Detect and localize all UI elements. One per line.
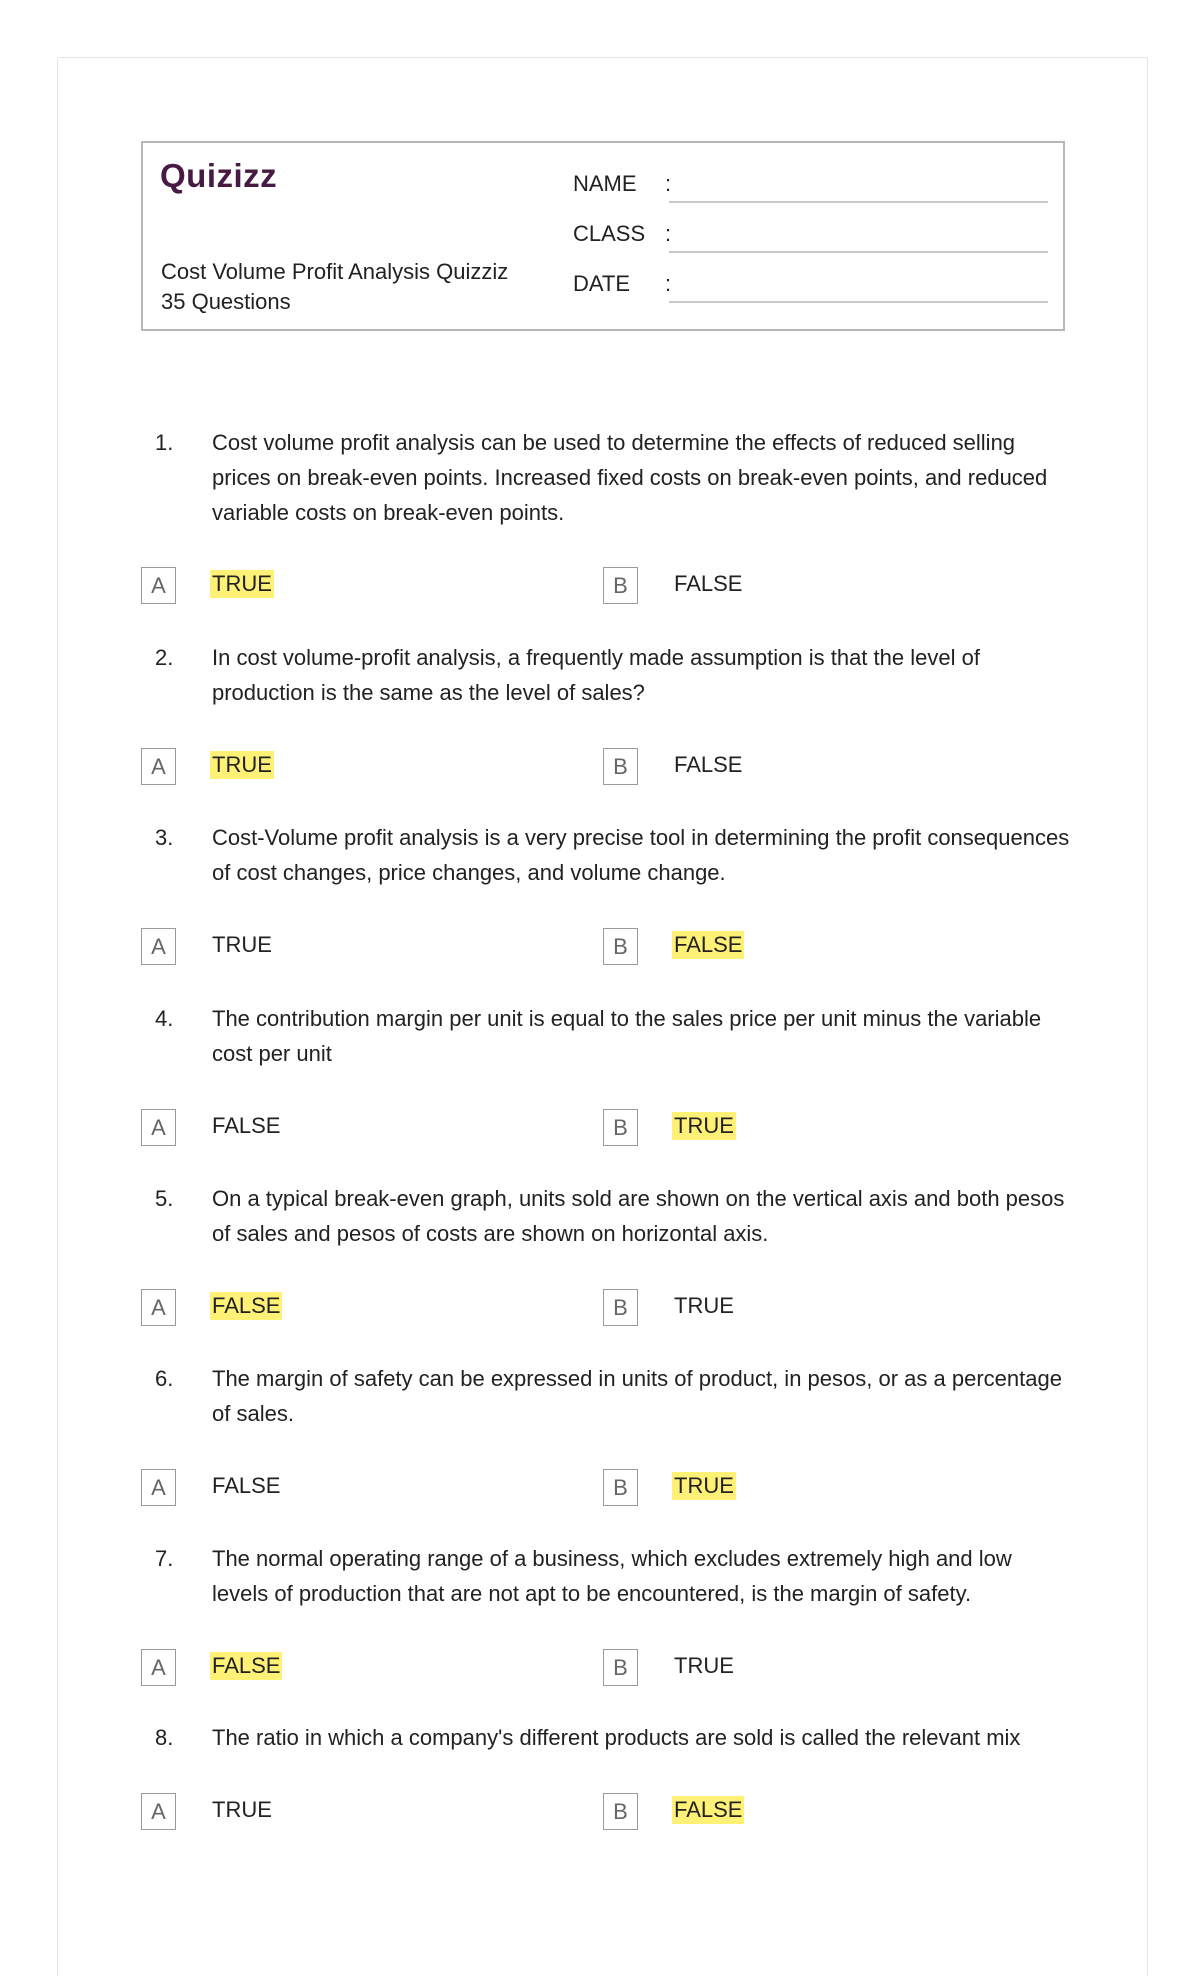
option-b-text[interactable]: FALSE — [674, 752, 743, 777]
question-number: 4. — [155, 1006, 174, 1031]
name-row — [573, 171, 671, 197]
name-field[interactable] — [669, 201, 1048, 203]
option-a-text[interactable]: TRUE — [212, 571, 272, 596]
option-a-box[interactable]: A — [141, 1469, 176, 1506]
option-b-text[interactable]: FALSE — [674, 932, 743, 957]
question-number: 1. — [155, 430, 174, 455]
question-number: 5. — [155, 1186, 174, 1211]
quiz-title: Cost Volume Profit Analysis Quizziz — [161, 259, 509, 284]
option-a-box[interactable]: A — [141, 1109, 176, 1146]
name-colon: : — [665, 171, 672, 196]
date-row — [573, 271, 671, 297]
option-a-box[interactable]: A — [141, 567, 176, 604]
question-count: 35 Questions — [161, 289, 291, 314]
class-row — [573, 221, 671, 247]
option-b-text[interactable]: FALSE — [674, 571, 743, 596]
name-label: NAME — [573, 171, 637, 196]
option-b-text[interactable]: TRUE — [674, 1653, 734, 1678]
question-text: On a typical break-even graph, units sold are shown on the vertical axis and both pesos of sales and pesos of costs are shown on horizontal axis. — [212, 1186, 1065, 1246]
option-a-text[interactable]: FALSE — [212, 1113, 281, 1138]
question-text: The normal operating range of a business, which excludes extremely high and low levels of production that are not apt to be encountered, is the margin of safety. — [212, 1546, 1012, 1606]
question-text: Cost-Volume profit analysis is a very precise tool in determining the profit consequences of cost changes, price changes, and volume change. — [212, 825, 1070, 885]
date-field[interactable] — [669, 301, 1048, 303]
worksheet-header — [141, 141, 1065, 331]
question-number: 8. — [155, 1725, 174, 1750]
class-colon: : — [665, 221, 672, 246]
option-a-box[interactable]: A — [141, 928, 176, 965]
date-colon: : — [665, 271, 672, 296]
option-b-text[interactable]: TRUE — [674, 1473, 734, 1498]
option-b-box[interactable]: B — [603, 1469, 638, 1506]
class-label: CLASS — [573, 221, 646, 246]
quizizz-logo: Quizizz — [160, 157, 278, 194]
question-text: The ratio in which a company's different products are sold is called the relevant mix — [212, 1725, 1021, 1750]
option-a-box[interactable]: A — [141, 1649, 176, 1686]
quiz-title-block — [161, 257, 508, 317]
option-b-box[interactable]: B — [603, 567, 638, 604]
question-number: 2. — [155, 645, 174, 670]
option-a-text[interactable]: TRUE — [212, 932, 272, 957]
option-b-box[interactable]: B — [603, 1793, 638, 1830]
option-b-text[interactable]: TRUE — [674, 1293, 734, 1318]
question-number: 7. — [155, 1546, 174, 1571]
option-b-box[interactable]: B — [603, 748, 638, 785]
question-text: The contribution margin per unit is equal to the sales price per unit minus the variable cost per unit — [212, 1006, 1042, 1066]
option-a-box[interactable]: A — [141, 748, 176, 785]
option-a-text[interactable]: TRUE — [212, 752, 272, 777]
option-a-box[interactable]: A — [141, 1289, 176, 1326]
date-label: DATE — [573, 271, 631, 296]
option-b-box[interactable]: B — [603, 928, 638, 965]
option-b-box[interactable]: B — [603, 1649, 638, 1686]
question-text: Cost volume profit analysis can be used to determine the effects of reduced selling prices on break-even points. Increased fixed costs on break-even points, and reduced variable costs on break-even points. — [212, 430, 1048, 525]
class-field[interactable] — [669, 251, 1048, 253]
question-number: 3. — [155, 825, 174, 850]
question-text: In cost volume-profit analysis, a frequently made assumption is that the level of production is the same as the level of sales? — [212, 645, 980, 705]
option-a-text[interactable]: FALSE — [212, 1473, 281, 1498]
option-a-text[interactable]: FALSE — [212, 1653, 281, 1678]
option-b-text[interactable]: TRUE — [674, 1113, 734, 1138]
question-text: The margin of safety can be expressed in units of product, in pesos, or as a percentage of sales. — [212, 1366, 1062, 1426]
option-b-box[interactable]: B — [603, 1289, 638, 1326]
option-b-box[interactable]: B — [603, 1109, 638, 1146]
option-a-text[interactable]: TRUE — [212, 1797, 272, 1822]
question-number: 6. — [155, 1366, 174, 1391]
option-b-text[interactable]: FALSE — [674, 1797, 743, 1822]
option-a-box[interactable]: A — [141, 1793, 176, 1830]
option-a-text[interactable]: FALSE — [212, 1293, 281, 1318]
